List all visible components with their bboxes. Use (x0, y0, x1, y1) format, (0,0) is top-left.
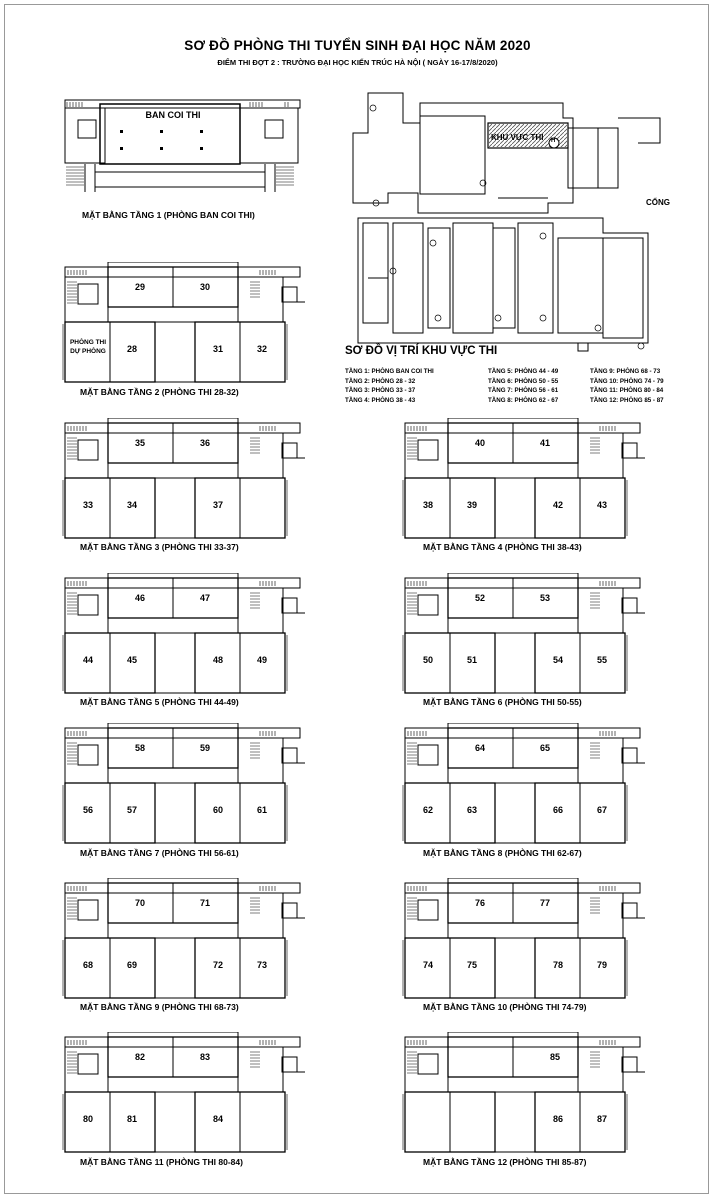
floor-caption: MẶT BẰNG TẦNG 6 (PHÒNG THI 50-55) (423, 697, 582, 707)
room-number: 77 (539, 898, 550, 908)
room-number: 45 (126, 655, 137, 665)
room-number: 29 (134, 282, 145, 292)
room-number: 37 (212, 500, 223, 510)
room-number: 59 (199, 743, 210, 753)
room-number: 70 (134, 898, 145, 908)
floor-caption: MẶT BẰNG TẦNG 4 (PHÒNG THI 38-43) (423, 542, 582, 552)
page-subtitle: ĐIỂM THI ĐỢT 2 : TRƯỜNG ĐẠI HỌC KIẾN TRÚC HÀ NỘI ( NGÀY 16-17/8/2020) (217, 58, 498, 67)
floor-plan (60, 878, 305, 1008)
room-number: 33 (82, 500, 93, 510)
room-number: 54 (552, 655, 563, 665)
legend-col-1: TẦNG 1: PHÒNG BAN COI THI TẦNG 2: PHÒNG 28 - 32 TẦNG 3: PHÒNG 33 - 37 TẦNG 4: PHÒNG 38 - 43 (345, 368, 434, 404)
room-number: 62 (422, 805, 433, 815)
room-number: 35 (134, 438, 145, 448)
room-number: 46 (134, 593, 145, 603)
gate-label: CỔNG (646, 198, 670, 207)
room-number: 84 (212, 1114, 223, 1124)
room-number: 71 (199, 898, 210, 908)
floor-plan (60, 573, 305, 703)
spare-room-label: PHÒNG THI DỰ PHÒNG (69, 339, 107, 355)
site-map (348, 88, 668, 353)
room-number: 58 (134, 743, 145, 753)
room-number: 65 (539, 743, 550, 753)
legend-col-2: TẦNG 5: PHÒNG 44 - 49 TẦNG 6: PHÒNG 50 - 55 TẦNG 7: PHÒNG 56 - 61 TẦNG 8: PHÒNG 62 - 67 (488, 368, 559, 404)
floor-caption: MẶT BẰNG TẦNG 7 (PHÒNG THI 56-61) (80, 848, 239, 858)
room-number: 68 (82, 960, 93, 970)
room-number: 64 (474, 743, 485, 753)
room-number: 56 (82, 805, 93, 815)
room-number: 39 (466, 500, 477, 510)
floor-plan (400, 723, 645, 853)
room-number: 34 (126, 500, 137, 510)
room-number: 83 (199, 1052, 210, 1062)
page-title: SƠ ĐỒ PHÒNG THI TUYỂN SINH ĐẠI HỌC NĂM 2020 (184, 38, 531, 53)
room-number: 85 (549, 1052, 560, 1062)
room-number: 67 (596, 805, 607, 815)
room-number: 38 (422, 500, 433, 510)
room-number: 31 (212, 344, 223, 354)
room-number: 79 (596, 960, 607, 970)
room-number: 52 (474, 593, 485, 603)
site-title: SƠ ĐỒ VỊ TRÍ KHU VỰC THI (345, 345, 498, 357)
room-number: 61 (256, 805, 267, 815)
floor-plan (400, 573, 645, 703)
floor-caption: MẶT BẰNG TẦNG 12 (PHÒNG THI 85-87) (423, 1157, 587, 1167)
room-number: 63 (466, 805, 477, 815)
room-number: 41 (539, 438, 550, 448)
room-number: 47 (199, 593, 210, 603)
floor-plan (400, 878, 645, 1008)
floor-plan (60, 418, 305, 548)
room-number: 76 (474, 898, 485, 908)
floor-plan (60, 1032, 305, 1162)
floor-caption: MẶT BẰNG TẦNG 11 (PHÒNG THI 80-84) (80, 1157, 243, 1167)
exam-area-label: KHU VỰC THI (491, 133, 544, 142)
room-number: 43 (596, 500, 607, 510)
room-number: 40 (474, 438, 485, 448)
floor-plan (60, 262, 305, 392)
room-number: 78 (552, 960, 563, 970)
floor-plan (60, 723, 305, 853)
room-number: 50 (422, 655, 433, 665)
room-number: 86 (552, 1114, 563, 1124)
room-number: 32 (256, 344, 267, 354)
room-number: 49 (256, 655, 267, 665)
floor-plan (400, 418, 645, 548)
floor-caption: MẶT BẰNG TẦNG 5 (PHÒNG THI 44-49) (80, 697, 239, 707)
room-number: 36 (199, 438, 210, 448)
room-number: 42 (552, 500, 563, 510)
room-number: 87 (596, 1114, 607, 1124)
room-number: 60 (212, 805, 223, 815)
room-number: 74 (422, 960, 433, 970)
room-label: BAN COI THI (145, 110, 201, 120)
floor-caption: MẶT BẰNG TẦNG 10 (PHÒNG THI 74-79) (423, 1002, 587, 1012)
room-number: 57 (126, 805, 137, 815)
floor-caption: MẶT BẰNG TẦNG 2 (PHÒNG THI 28-32) (80, 387, 239, 397)
room-number: 51 (466, 655, 477, 665)
room-number: 53 (539, 593, 550, 603)
room-number: 66 (552, 805, 563, 815)
room-number: 80 (82, 1114, 93, 1124)
floor-caption: MẶT BẰNG TẦNG 9 (PHÒNG THI 68-73) (80, 1002, 239, 1012)
room-number: 48 (212, 655, 223, 665)
floor-caption: MẶT BẰNG TẦNG 3 (PHÒNG THI 33-37) (80, 542, 239, 552)
room-number: 73 (256, 960, 267, 970)
room-number: 82 (134, 1052, 145, 1062)
room-number: 75 (466, 960, 477, 970)
legend-col-3: TẦNG 9: PHÒNG 68 - 73 TẦNG 10: PHÒNG 74 - 79 TẦNG 11: PHÒNG 80 - 84 TẦNG 12: PHÒNG 85 - 87 (590, 368, 664, 404)
floor-plan (400, 1032, 645, 1162)
room-number: 55 (596, 655, 607, 665)
floor-1-plan (60, 92, 305, 222)
room-number: 30 (199, 282, 210, 292)
room-number: 44 (82, 655, 93, 665)
floor-1-caption: MẶT BẰNG TẦNG 1 (PHÒNG BAN COI THI) (82, 210, 255, 220)
room-number: 69 (126, 960, 137, 970)
h-marker-label: H (551, 138, 556, 144)
room-number: 81 (126, 1114, 137, 1124)
room-number: 72 (212, 960, 223, 970)
floor-caption: MẶT BẰNG TẦNG 8 (PHÒNG THI 62-67) (423, 848, 582, 858)
room-number: 28 (126, 344, 137, 354)
